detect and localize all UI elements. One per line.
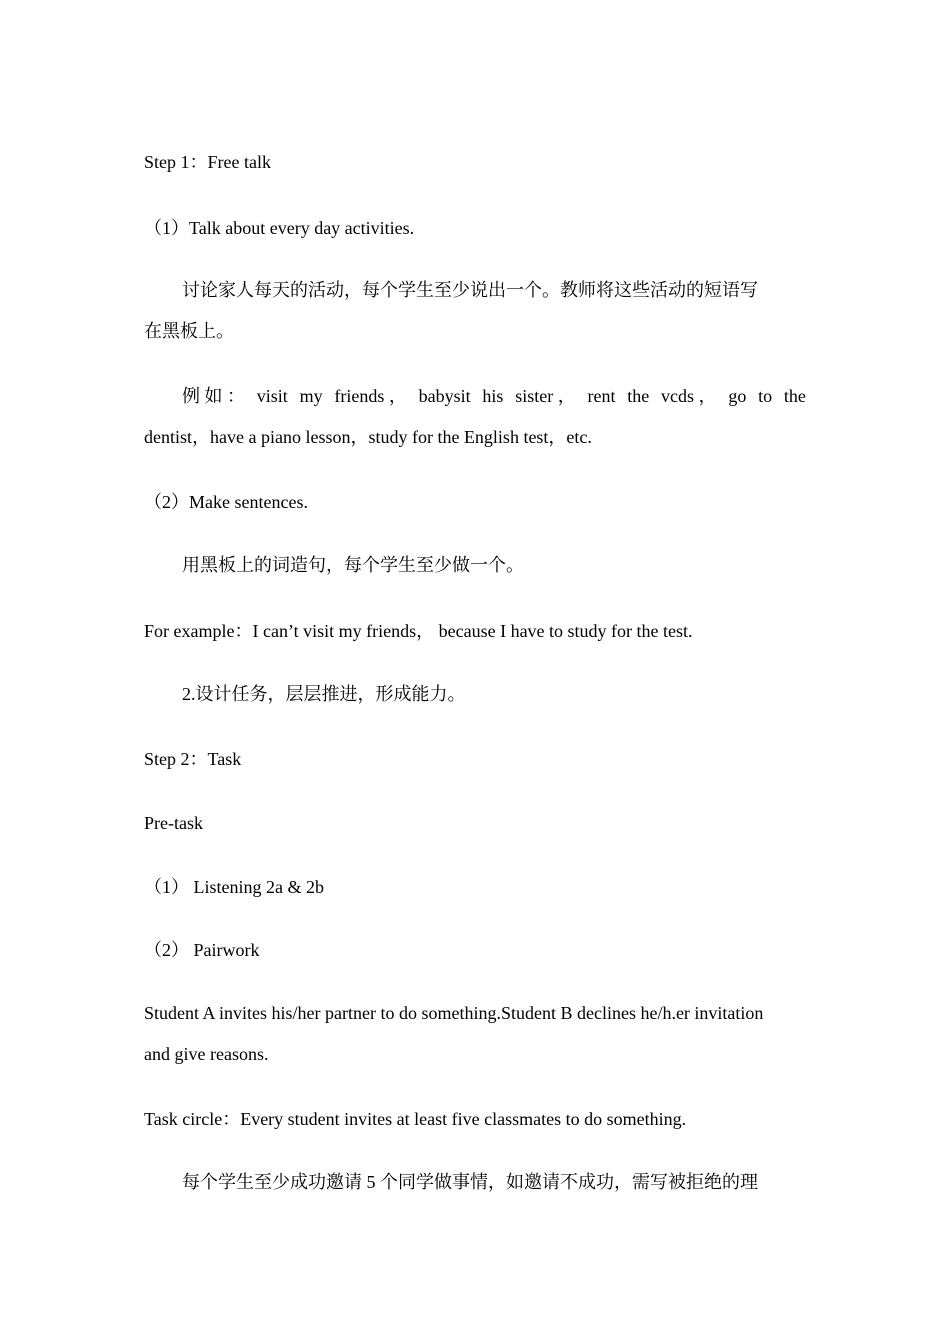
- example-word: to: [758, 386, 773, 406]
- design-task-text: 2.设计任务，层层推进，形成能力。: [182, 684, 466, 704]
- step2-heading: Step 2：Task: [144, 749, 242, 769]
- example-word: his: [482, 386, 504, 406]
- example-word: go: [728, 386, 747, 406]
- for-example-text: For example：I can’t visit my friends， because I have to study for the test.: [144, 621, 693, 641]
- item2-cn-text: 用黑板上的词造句，每个学生至少做一个。: [182, 555, 524, 575]
- example-word: babysit: [418, 386, 471, 406]
- example-paragraph: [144, 376, 806, 458]
- example-word: the: [783, 386, 806, 406]
- student-a-line1: Student A invites his/her partner to do something.Student B declines he/h.er invitation: [144, 1003, 764, 1023]
- example-line1: [144, 376, 806, 417]
- item1-cn-line1: 讨论家人每天的活动，每个学生至少说出一个。教师将这些活动的短语写: [182, 280, 758, 300]
- example-line2: dentist，have a piano lesson，study for the English test，etc.: [144, 427, 592, 447]
- example-word: visit: [256, 386, 288, 406]
- example-word: friends ，: [334, 386, 407, 406]
- item1-text: （1）Talk about every day activities.: [144, 218, 415, 238]
- student-a-line2: and give reasons.: [144, 1044, 269, 1064]
- item1-cn-paragraph: [144, 270, 806, 352]
- task-circle-text: Task circle：Every student invites at least five classmates to do something.: [144, 1109, 687, 1129]
- example-word: 例 如 ：: [182, 386, 245, 406]
- step1-heading: Step 1：Free talk: [144, 152, 271, 172]
- final-cn-text: 每个学生至少成功邀请 5 个同学做事情，如邀请不成功，需写被拒绝的理: [182, 1172, 758, 1192]
- example-word: the: [627, 386, 650, 406]
- example-word: vcds ，: [661, 386, 717, 406]
- example-word: my: [299, 386, 323, 406]
- item2-text: （2）Make sentences.: [144, 492, 308, 512]
- student-a-paragraph: [144, 993, 806, 1075]
- pairwork-text: （2） Pairwork: [144, 940, 260, 960]
- pre-task-text: Pre-task: [144, 813, 203, 833]
- listening-text: （1） Listening 2a & 2b: [144, 877, 324, 897]
- example-word: rent: [587, 386, 616, 406]
- example-word: sister ，: [515, 386, 576, 406]
- item1-cn-line2: 在黑板上。: [144, 321, 234, 341]
